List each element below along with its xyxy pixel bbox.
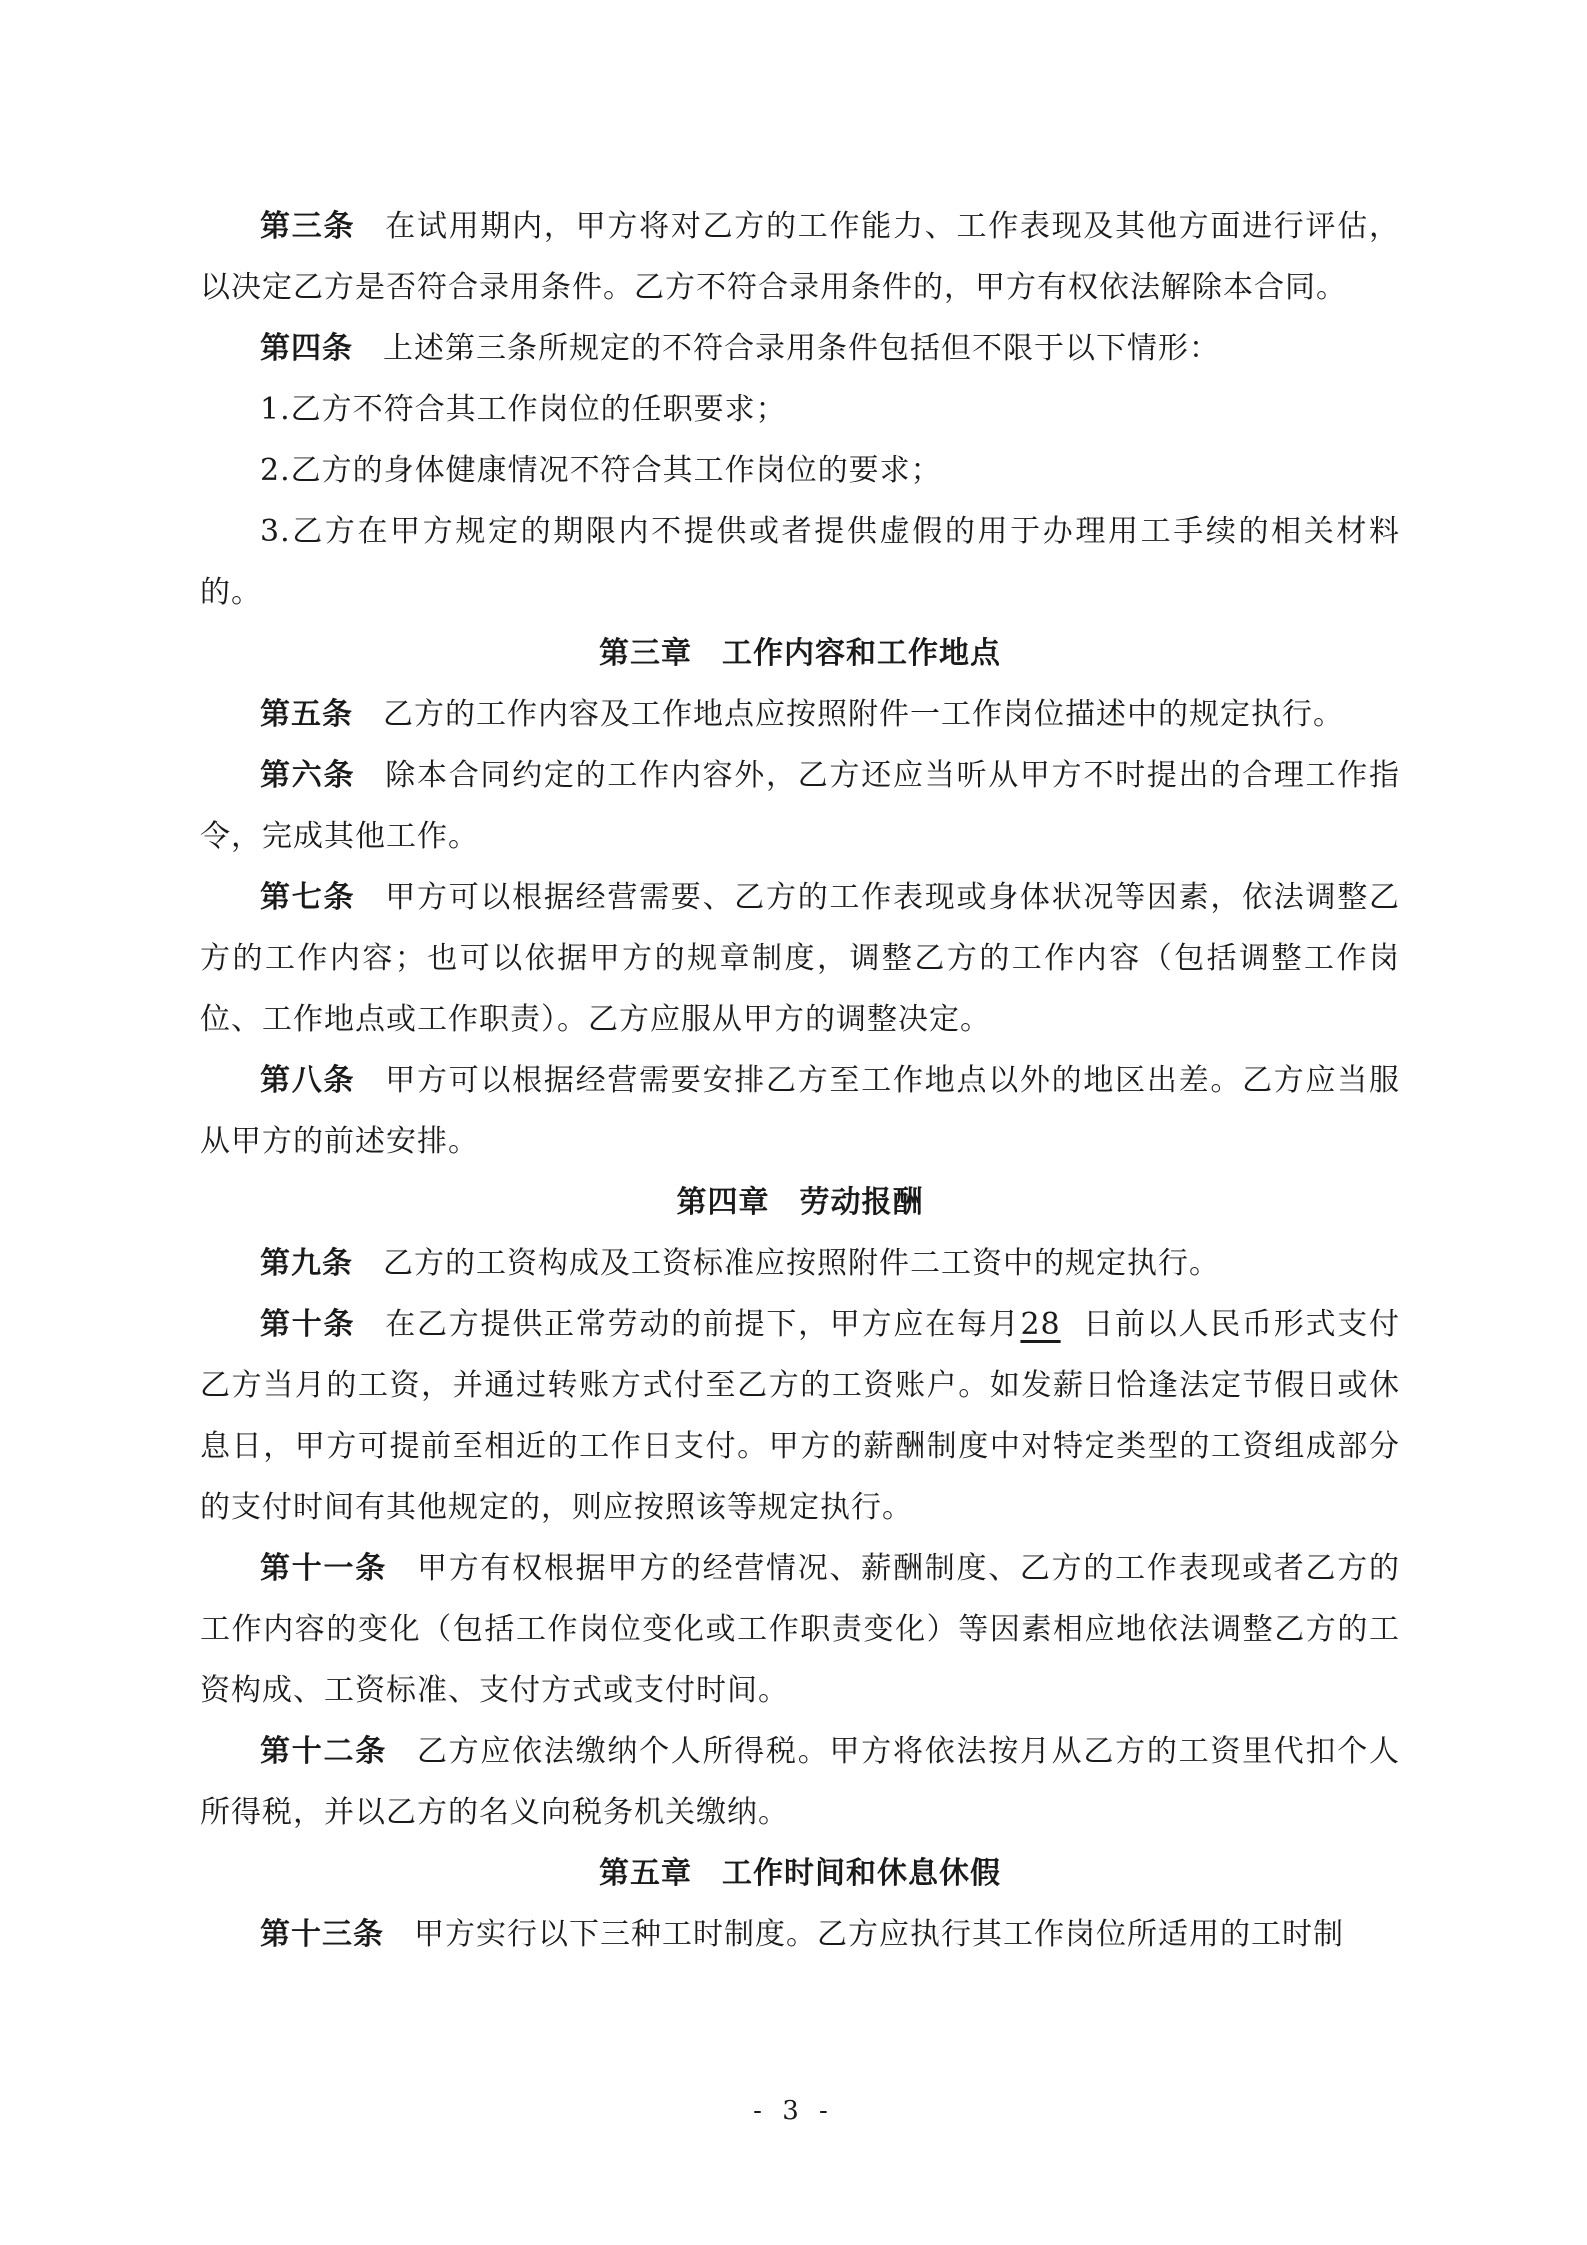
article-label: 第五条 [260, 697, 353, 732]
article-label: 第七条 [260, 880, 356, 915]
list-item: 2.乙方的身体健康情况不符合其工作岗位的要求； [260, 453, 942, 488]
list-item: 1.乙方不符合其工作岗位的任职要求； [260, 392, 787, 427]
article-4 [200, 318, 1400, 379]
page-number: - 3 - [753, 2096, 834, 2126]
article-text: 日前以人民币形式支付乙方当月的工资，并通过转账方式付至乙方的工资账户。如发薪日恰逢法定节假日或休息日，甲方可提前至相近的工作日支付。甲方的薪酬制度中对特定类型的工资组成部分的支付时间有其他规定的，则应按照该等规定执行。 [200, 1307, 1401, 1525]
article-7 [200, 867, 1400, 1050]
chapter-5-heading [200, 1843, 1400, 1904]
article-6 [200, 745, 1400, 867]
chapter-number: 第四章 [676, 1185, 770, 1220]
article-text: 乙方的工作内容及工作地点应按照附件一工作岗位描述中的规定执行。 [383, 697, 1344, 732]
article-label: 第十二条 [260, 1734, 387, 1769]
article-text: 除本合同约定的工作内容外，乙方还应当听从甲方不时提出的合理工作指令，完成其他工作。 [200, 758, 1401, 854]
article-text: 甲方可以根据经营需要、乙方的工作表现或身体状况等因素，依法调整乙方的工作内容；也可以依据甲方的规章制度，调整乙方的工作内容（包括调整工作岗位、工作地点或工作职责）。乙方应服从甲方的调整决定。 [200, 880, 1401, 1037]
article-text: 在试用期内，甲方将对乙方的工作能力、工作表现及其他方面进行评估，以决定乙方是否符合录用条件。乙方不符合录用条件的，甲方有权依法解除本合同。 [200, 209, 1401, 305]
chapter-number: 第三章 [599, 636, 692, 671]
chapter-3-heading [200, 623, 1400, 684]
article-text: 甲方实行以下三种工时制度。乙方应执行其工作岗位所适用的工时制 [414, 1917, 1344, 1952]
list-item: 3.乙方在甲方规定的期限内不提供或者提供虚假的用于办理用工手续的相关材料的。 [200, 514, 1400, 610]
article-label: 第四条 [260, 331, 353, 366]
chapter-title: 工作时间和休息休假 [722, 1856, 1001, 1891]
pay-day-value: 28 [1020, 1307, 1061, 1342]
article-label: 第三条 [260, 209, 356, 244]
article-label: 第十三条 [260, 1917, 384, 1952]
article-label: 第九条 [260, 1246, 353, 1281]
article-10 [200, 1294, 1400, 1538]
article-8 [200, 1050, 1400, 1172]
article-3 [200, 196, 1400, 318]
article-13 [200, 1904, 1400, 1965]
article-text: 乙方的工资构成及工资标准应按照附件二工资中的规定执行。 [383, 1246, 1220, 1281]
article-text: 在乙方提供正常劳动的前提下，甲方应在每月 [385, 1307, 1021, 1342]
article-label: 第十条 [260, 1307, 356, 1342]
chapter-title: 劳动报酬 [799, 1185, 924, 1220]
article-label: 第八条 [260, 1063, 356, 1098]
article-text: 乙方应依法缴纳个人所得税。甲方将依法按月从乙方的工资里代扣个人所得税，并以乙方的名义向税务机关缴纳。 [200, 1734, 1401, 1830]
article-11 [200, 1538, 1400, 1721]
article-text: 甲方有权根据甲方的经营情况、薪酬制度、乙方的工作表现或者乙方的工作内容的变化（包括工作岗位变化或工作职责变化）等因素相应地依法调整乙方的工资构成、工资标准、支付方式或支付时间。 [200, 1551, 1401, 1708]
article-label: 第六条 [260, 758, 356, 793]
article-label: 第十一条 [260, 1551, 387, 1586]
article-5 [200, 684, 1400, 745]
chapter-4-heading [200, 1172, 1400, 1233]
article-9 [200, 1233, 1400, 1294]
chapter-number: 第五章 [599, 1856, 692, 1891]
article-text: 甲方可以根据经营需要安排乙方至工作地点以外的地区出差。乙方应当服从甲方的前述安排。 [200, 1063, 1401, 1159]
document-page [200, 196, 1400, 1965]
article-12 [200, 1721, 1400, 1843]
chapter-title: 工作内容和工作地点 [722, 636, 1001, 671]
article-text: 上述第三条所规定的不符合录用条件包括但不限于以下情形： [383, 331, 1220, 366]
